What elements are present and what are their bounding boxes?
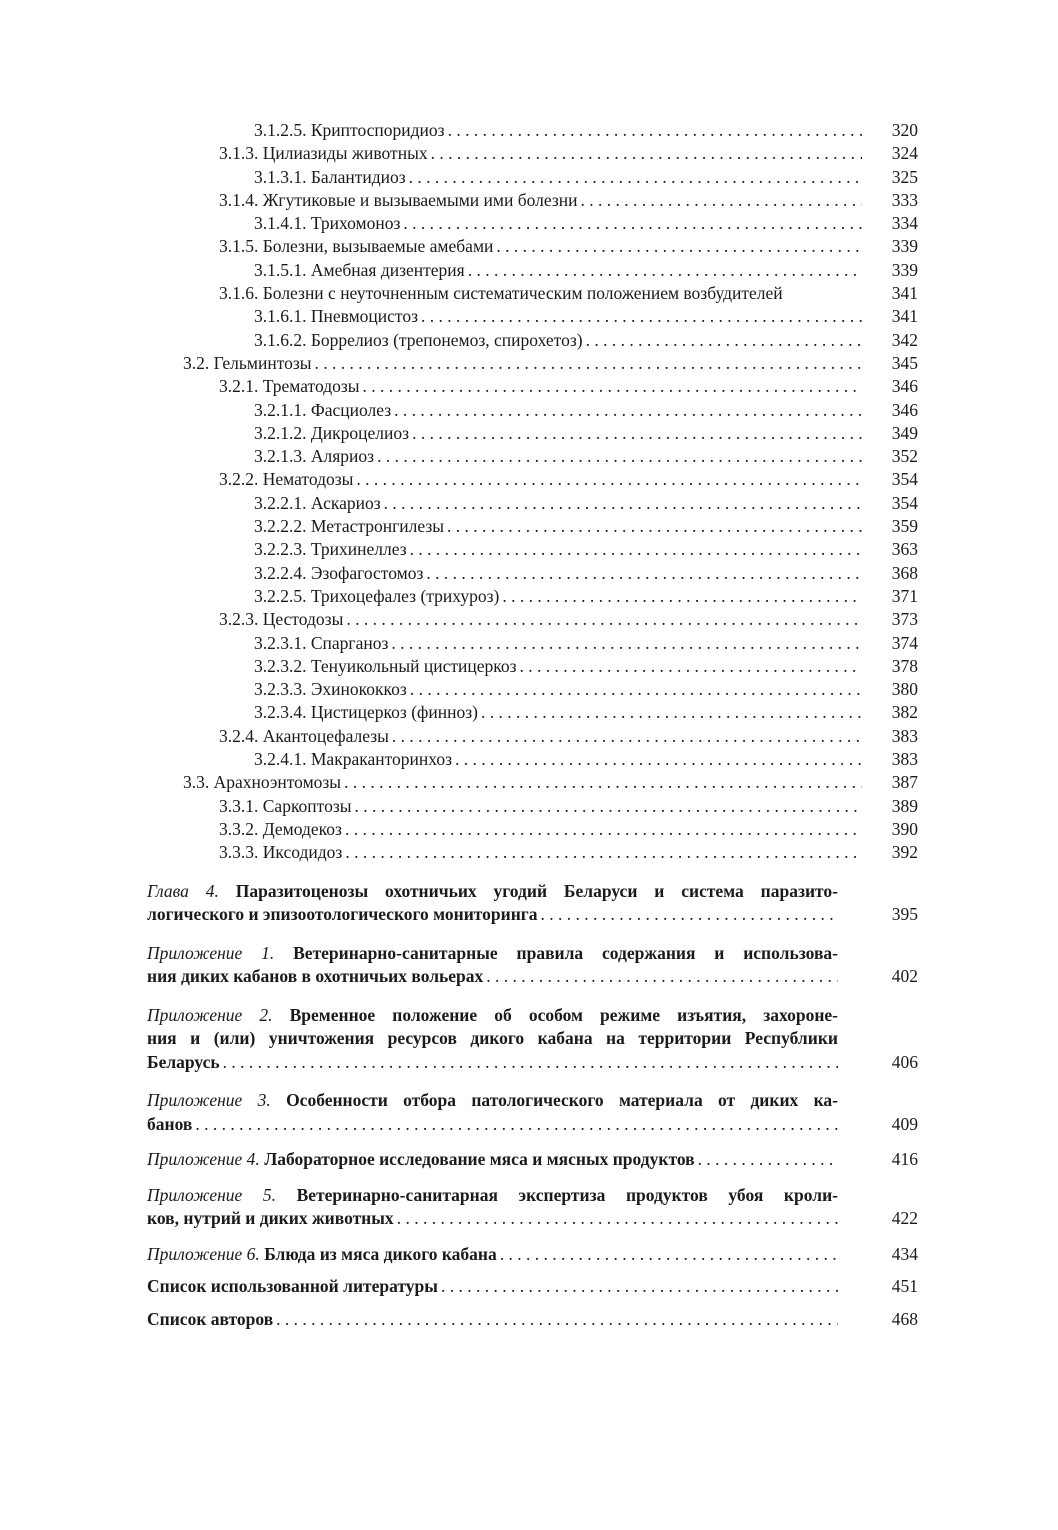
dot-leader xyxy=(520,655,862,678)
toc-references[interactable] xyxy=(147,1275,918,1299)
toc-entry-page: 345 xyxy=(891,352,918,373)
toc-entry-title: 3.1.5. Болезни, вызываемые амебами xyxy=(219,236,494,257)
toc-entry-title: 3.2.2.1. Аскариоз xyxy=(254,492,381,513)
toc-entry-page: 390 xyxy=(891,818,918,839)
toc-entry-title: 3.3.2. Демодекоз xyxy=(219,818,342,839)
toc-entry-page: 339 xyxy=(891,259,918,280)
toc-appendix-3-line1 xyxy=(147,1089,838,1113)
dot-leader xyxy=(502,585,862,608)
toc-entry-title: 3.2.4. Акантоцефалезы xyxy=(219,725,389,746)
toc-chapter-4-page: 395 xyxy=(891,904,918,924)
dot-leader xyxy=(391,632,862,655)
toc-chapter-4-title: Паразитоценозы охотничьих угодий Беларуси и система паразито- xyxy=(235,880,838,901)
toc-entry-page: 346 xyxy=(891,399,918,420)
toc-appendix-5-line2 xyxy=(147,1207,838,1231)
toc-chapter-4[interactable] xyxy=(147,880,918,927)
toc-entry-title: 3.2.2.5. Трихоцефалез (трихуроз) xyxy=(254,585,500,606)
toc-appendix-2-label: Приложение 2. xyxy=(147,1004,273,1025)
dot-leader xyxy=(426,562,862,585)
toc-appendix-1-page: 402 xyxy=(891,966,918,986)
toc-appendix-5[interactable] xyxy=(147,1184,918,1231)
toc-authors[interactable] xyxy=(147,1308,918,1332)
toc-entry-page: 349 xyxy=(891,422,918,443)
toc-entry[interactable] xyxy=(147,538,918,561)
dot-leader xyxy=(397,1207,838,1231)
toc-entry[interactable] xyxy=(147,166,918,189)
toc-entry[interactable] xyxy=(147,422,918,445)
dot-leader xyxy=(195,1113,838,1137)
toc-entry-page: 354 xyxy=(891,469,918,490)
toc-entry-page: 320 xyxy=(891,120,918,140)
toc-chapter-4-title-cont: логического и эпизоотологического мониторинга xyxy=(147,904,538,924)
toc-entry[interactable] xyxy=(147,748,918,771)
toc-entry[interactable] xyxy=(147,235,918,258)
toc-authors-line xyxy=(147,1308,838,1332)
toc-entry-page: 342 xyxy=(891,329,918,350)
toc-entry-page: 383 xyxy=(891,749,918,770)
toc-entry-page: 324 xyxy=(891,143,918,164)
toc-appendix-1[interactable] xyxy=(147,942,918,989)
toc-entry-title: 3.2.3.1. Спарганоз xyxy=(254,632,389,653)
toc-appendix-1-label: Приложение 1. xyxy=(147,942,275,963)
toc-entry-page: 371 xyxy=(891,585,918,606)
toc-appendix-2-title-cont: Беларусь xyxy=(147,1051,220,1072)
toc-entry-title: 3.2.1.2. Дикроцелиоз xyxy=(254,422,410,443)
toc-entry[interactable] xyxy=(147,399,918,422)
dot-leader xyxy=(541,903,839,927)
toc-entry-title: 3.2. Гельминтозы xyxy=(183,352,312,373)
toc-references-title: Список использованной литературы xyxy=(147,1276,438,1296)
toc-entry[interactable] xyxy=(147,655,918,678)
toc-entry-page: 383 xyxy=(891,725,918,746)
toc-entry-page: 387 xyxy=(891,772,918,793)
toc-entry-title: 3.1.4. Жгутиковые и вызываемыми ими болезни xyxy=(219,189,578,210)
toc-appendix-6-line1 xyxy=(147,1243,838,1267)
dot-leader xyxy=(447,515,862,538)
toc-appendix-5-label: Приложение 5. xyxy=(147,1184,277,1205)
toc-entry[interactable] xyxy=(147,282,918,305)
dot-leader xyxy=(698,1148,838,1172)
toc-appendix-4-label: Приложение 4. xyxy=(147,1149,260,1169)
toc-entry[interactable] xyxy=(147,771,918,794)
dot-leader xyxy=(403,212,862,235)
toc-authors-page: 468 xyxy=(891,1308,918,1329)
dot-leader xyxy=(344,771,862,794)
toc-entry[interactable] xyxy=(147,305,918,328)
toc-entry-title: 3.1.3.1. Балантидиоз xyxy=(254,166,406,187)
toc-entry-title: 3.1.6.1. Пневмоцистоз xyxy=(254,306,419,327)
toc-appendix-2-title: Временное положение об особом режиме изъятия, захороне- xyxy=(289,1004,838,1025)
toc-appendix-4-page: 416 xyxy=(891,1149,918,1169)
toc-appendix-1-line1 xyxy=(147,942,838,966)
toc-entry-title: 3.2.3.2. Тенуикольный цистицеркоз xyxy=(254,655,517,676)
table-of-contents xyxy=(147,119,918,1331)
toc-entry[interactable] xyxy=(147,189,918,212)
toc-entry[interactable] xyxy=(147,492,918,515)
toc-entry-title: 3.2.4.1. Макраканторинхоз xyxy=(254,749,452,770)
toc-entry-page: 380 xyxy=(891,679,918,700)
toc-entry[interactable] xyxy=(147,142,918,165)
toc-appendix-1-title-cont: ния диких кабанов в охотничьих вольерах xyxy=(147,966,484,986)
toc-appendix-3[interactable] xyxy=(147,1089,918,1136)
dot-leader xyxy=(412,422,862,445)
toc-entry-title: 3.1.2.5. Криптоспоридиоз xyxy=(254,120,445,140)
toc-appendix-4[interactable] xyxy=(147,1148,918,1172)
toc-entry[interactable] xyxy=(147,632,918,655)
toc-entry-page: 333 xyxy=(891,189,918,210)
toc-entry-page: 359 xyxy=(891,516,918,537)
dot-leader xyxy=(421,305,862,328)
toc-entry[interactable] xyxy=(147,445,918,468)
toc-appendix-1-line2 xyxy=(147,965,838,989)
toc-chapter-4-label: Глава 4. xyxy=(147,880,219,901)
dot-leader xyxy=(431,142,862,165)
toc-appendix-6-title: Блюда из мяса дикого кабана xyxy=(264,1243,497,1264)
toc-entry-title: 3.3.3. Иксодидоз xyxy=(219,842,343,863)
toc-entry[interactable] xyxy=(147,795,918,818)
toc-chapter-4-line2 xyxy=(147,903,838,927)
toc-appendix-4-line1 xyxy=(147,1148,838,1172)
toc-appendix-5-line1 xyxy=(147,1184,838,1208)
dot-leader xyxy=(276,1308,838,1332)
dot-leader xyxy=(394,399,862,422)
toc-entry-title: 3.3.1. Саркоптозы xyxy=(219,795,352,816)
toc-references-page: 451 xyxy=(891,1276,918,1296)
toc-authors-title: Список авторов xyxy=(147,1308,274,1329)
toc-entry[interactable] xyxy=(147,329,918,352)
toc-entry-title: 3.1.3. Цилиазиды животных xyxy=(219,143,428,164)
toc-entry-page: 382 xyxy=(891,702,918,723)
dot-leader xyxy=(355,795,862,818)
toc-appendix-3-label: Приложение 3. xyxy=(147,1090,271,1110)
toc-entry-page: 374 xyxy=(891,632,918,653)
toc-entry-title: 3.2.1.1. Фасциолез xyxy=(254,399,392,420)
toc-entry-title: 3.2.3.4. Цистицеркоз (финноз) xyxy=(254,702,478,723)
toc-entry-page: 378 xyxy=(891,655,918,676)
toc-entry[interactable] xyxy=(147,515,918,538)
toc-entry-title: 3.2.2. Нематодозы xyxy=(219,469,354,490)
toc-entry-page: 392 xyxy=(891,842,918,863)
toc-entry-page: 368 xyxy=(891,562,918,583)
toc-entry-page: 373 xyxy=(891,609,918,630)
toc-entry-page: 346 xyxy=(891,376,918,397)
toc-entry[interactable] xyxy=(147,841,918,864)
toc-entry-page: 352 xyxy=(891,446,918,467)
toc-appendix-3-title: Особенности отбора патологического материала от диких ка- xyxy=(286,1090,839,1110)
toc-entry[interactable] xyxy=(147,119,918,142)
toc-entry-page: 354 xyxy=(891,492,918,513)
dot-leader xyxy=(581,189,862,212)
toc-entry-title: 3.2.2.3. Трихинеллез xyxy=(254,539,407,560)
toc-entry-title: 3.1.5.1. Амебная дизентерия xyxy=(254,259,465,280)
toc-chapter-4-line1 xyxy=(147,880,838,904)
toc-entry-page: 389 xyxy=(891,795,918,816)
toc-appendix-1-title: Ветеринарно-санитарные правила содержания и использова- xyxy=(293,942,839,963)
dot-leader xyxy=(468,259,862,282)
toc-entry-title: 3.2.2.2. Метастронгилезы xyxy=(254,516,445,537)
toc-entry[interactable] xyxy=(147,212,918,235)
toc-entry[interactable] xyxy=(147,585,918,608)
toc-appendix-2[interactable] xyxy=(147,1004,918,1075)
toc-entry-page: 325 xyxy=(891,166,918,187)
toc-references-line xyxy=(147,1275,838,1299)
toc-entry[interactable] xyxy=(147,468,918,491)
dot-leader xyxy=(410,678,862,701)
toc-entry-title: 3.1.6.2. Боррелиоз (трепонемоз, спирохетоз) xyxy=(254,329,583,350)
dot-leader xyxy=(586,329,862,352)
dot-leader xyxy=(346,608,862,631)
toc-entry-page: 339 xyxy=(891,236,918,257)
dot-leader xyxy=(223,1051,838,1075)
toc-appendix-6-label: Приложение 6. xyxy=(147,1243,260,1264)
toc-appendix-3-page: 409 xyxy=(891,1113,918,1134)
dot-leader xyxy=(455,748,862,771)
dot-leader xyxy=(356,468,862,491)
dot-leader xyxy=(448,119,862,142)
dot-leader xyxy=(486,965,838,989)
toc-appendix-2-line2: ния и (или) уничтожения ресурсов дикого кабана на территории Республики xyxy=(147,1028,838,1048)
toc-entry[interactable] xyxy=(147,562,918,585)
toc-entry-title: 3.1.6. Болезни с неуточненным систематическим положением возбудителей xyxy=(219,283,783,304)
dot-leader xyxy=(481,701,862,724)
dot-leader xyxy=(500,1243,838,1267)
toc-appendix-6[interactable] xyxy=(147,1243,918,1267)
toc-appendix-5-page: 422 xyxy=(891,1208,918,1228)
toc-entry-title: 3.2.1. Трематодозы xyxy=(219,376,360,397)
toc-appendix-3-title-cont: банов xyxy=(147,1113,193,1134)
toc-entry-title: 3.2.1.3. Аляриоз xyxy=(254,446,375,467)
dot-leader xyxy=(345,841,862,864)
toc-entry[interactable] xyxy=(147,818,918,841)
toc-entry-title: 3.2.3.3. Эхинококкоз xyxy=(254,679,407,700)
toc-appendix-5-title-cont: ков, нутрий и диких животных xyxy=(147,1208,394,1228)
toc-entry-title: 3.1.4.1. Трихомоноз xyxy=(254,213,401,234)
dot-leader xyxy=(392,725,862,748)
toc-entry-title: 3.2.3. Цестодозы xyxy=(219,609,344,630)
dot-leader xyxy=(345,818,862,841)
toc-entry[interactable] xyxy=(147,725,918,748)
dot-leader xyxy=(363,375,862,398)
toc-entry[interactable] xyxy=(147,259,918,282)
dot-leader xyxy=(496,235,862,258)
dot-leader xyxy=(377,445,862,468)
toc-appendix-2-line1 xyxy=(147,1004,838,1028)
toc-entry-title: 3.2.2.4. Эзофагостомоз xyxy=(254,562,424,583)
toc-appendix-2-page: 406 xyxy=(891,1051,918,1072)
toc-entry[interactable] xyxy=(147,608,918,631)
toc-entry-page: 341 xyxy=(891,306,918,327)
toc-appendix-3-line2 xyxy=(147,1113,838,1137)
dot-leader xyxy=(410,538,862,561)
toc-appendix-5-title: Ветеринарно-санитарная экспертиза продуктов убоя кроли- xyxy=(296,1184,838,1205)
toc-entry[interactable] xyxy=(147,678,918,701)
toc-entry[interactable] xyxy=(147,352,918,375)
toc-appendix-6-page: 434 xyxy=(891,1243,918,1264)
toc-entry-title: 3.3. Арахноэнтомозы xyxy=(183,772,342,793)
toc-entry-page: 341 xyxy=(891,283,918,304)
toc-entry-page: 334 xyxy=(891,213,918,234)
dot-leader xyxy=(441,1275,838,1299)
toc-appendix-4-title: Лабораторное исследование мяса и мясных продуктов xyxy=(264,1149,695,1169)
dot-leader xyxy=(315,352,862,375)
toc-appendix-2-line3 xyxy=(147,1051,838,1075)
toc-entry[interactable] xyxy=(147,701,918,724)
toc-entry[interactable] xyxy=(147,375,918,398)
dot-leader xyxy=(384,492,862,515)
toc-entry-page: 363 xyxy=(891,539,918,560)
dot-leader xyxy=(409,166,862,189)
